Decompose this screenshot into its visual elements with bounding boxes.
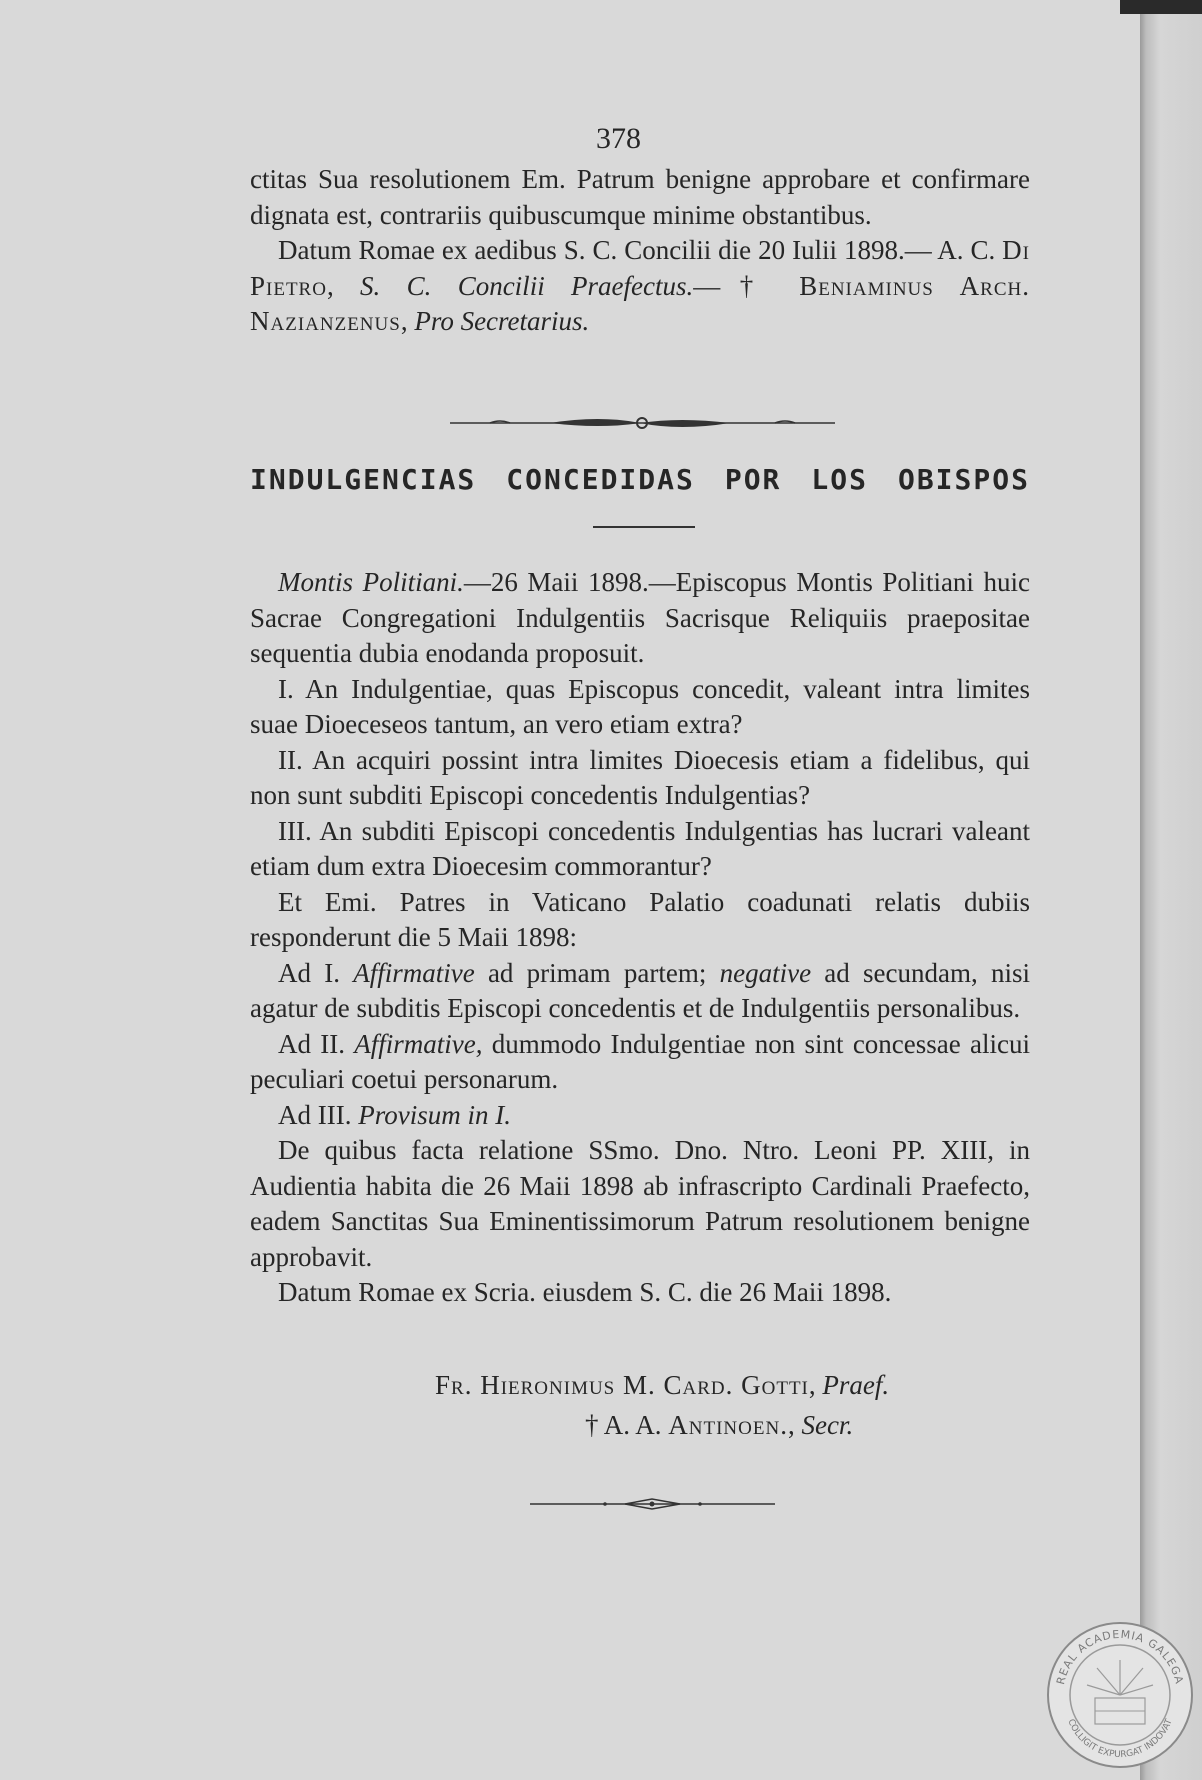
answer-text: ad primam partem; bbox=[474, 957, 720, 988]
heading-word: INDULGENCIAS bbox=[250, 463, 477, 496]
paragraph-continuation: ctitas Sua resolutionem Em. Patrum benigne approbare et confirmare dignata est, contrariis quibuscumque minime obstantibus. bbox=[250, 164, 1030, 230]
intro-text: —26 Maii 1898.—Episcopus Montis Politiani huic Sacrae Congregationi Indulgentiis Sacrisque Reliquiis praepositae sequentia dubia enodanda proposuit. bbox=[250, 567, 1030, 668]
signature-secretary bbox=[585, 1410, 853, 1441]
signatory-title: S. C. Concilii Praefectus. bbox=[360, 270, 694, 301]
paragraph-datum bbox=[250, 233, 1030, 340]
separator: , bbox=[787, 1410, 802, 1440]
page-number: 378 bbox=[596, 122, 641, 155]
ornament-divider-icon bbox=[450, 413, 835, 433]
answer-keyword: Provisum in I. bbox=[358, 1099, 511, 1130]
separator: , bbox=[400, 306, 415, 336]
answer-text: ad secundam, nisi agatur de subditis Episcopi concedentis et de Indulgentiis personalibus. bbox=[250, 957, 1030, 1023]
answer-label: Ad II. bbox=[278, 1028, 355, 1059]
paragraph-dubium-1: I. An Indulgentiae, quas Episcopus concedit, valeant intra limites suae Dioeceseos tantum, an vero etiam extra? bbox=[250, 673, 1030, 739]
paragraph-answer-1 bbox=[250, 956, 1030, 1027]
answer-label: Ad I. bbox=[278, 957, 354, 988]
paragraph-datum-2: Datum Romae ex Scria. eiusdem S. C. die 26 Maii 1898. bbox=[278, 1277, 892, 1307]
heading-rule bbox=[593, 526, 695, 528]
answer-keyword: Affirmative, bbox=[354, 1028, 483, 1059]
answer-label: Ad III. bbox=[278, 1099, 359, 1130]
secretary-title: Secr. bbox=[801, 1410, 854, 1440]
prefect-title: Praef. bbox=[822, 1370, 890, 1400]
secretary-title: Pro Secretarius. bbox=[414, 306, 590, 336]
secretary-name: Beniaminus Arch. Nazianzenus bbox=[250, 270, 1030, 336]
paragraph-dubium-2: II. An acquiri possint intra limites Dioecesis etiam a fidelibus, qui non sunt subditi Episcopi concedentis Indulgentias? bbox=[250, 744, 1030, 810]
library-seal-icon bbox=[1045, 1620, 1195, 1770]
svg-text:COLLIGIT EXPURGAT INDOVAT: COLLIGIT EXPURGAT INDOVAT bbox=[1065, 1717, 1175, 1761]
paragraph-approval: De quibus facta relatione SSmo. Dno. Ntro. Leoni PP. XIII, in Audientia habita die 26 Maii 1898 ab infrascripto Cardinali Praefecto, eadem Sanctitas Sua Eminentissimorum Patrum resolutionem benigne approbavit. bbox=[250, 1135, 1030, 1272]
book-edge bbox=[1120, 0, 1202, 14]
secretary-initials: † A. A. bbox=[585, 1410, 669, 1440]
book-spine bbox=[1140, 0, 1202, 1780]
svg-text:REAL ACADEMIA GALEGA: REAL ACADEMIA GALEGA bbox=[1054, 1627, 1186, 1686]
paragraph-dubium-3: III. An subditi Episcopi concedentis Indulgentias has lucrari valeant etiam dum extra Dioecesim commorantur? bbox=[250, 815, 1030, 881]
answer-text: dummodo Indulgentiae non sint concessae alicui peculiari coetui personarum. bbox=[250, 1028, 1030, 1094]
heading-word: POR bbox=[724, 463, 782, 496]
paragraph-intro bbox=[250, 565, 1030, 672]
datum-text: Datum Romae ex aedibus S. C. Concilii die 20 Iulii 1898.— A. C. bbox=[278, 235, 1003, 265]
answer-keyword: Affirmative bbox=[353, 957, 475, 988]
signatory-name: Di Pietro bbox=[250, 235, 1030, 301]
heading-word: OBISPOS bbox=[897, 463, 1030, 496]
section-heading bbox=[250, 463, 1030, 496]
top-text-block bbox=[250, 162, 1030, 340]
ornament-divider-icon bbox=[530, 1496, 775, 1512]
separator: , bbox=[326, 270, 361, 301]
paragraph-response-intro: Et Emi. Patres in Vaticano Palatio coadunati relatis dubiis responderunt die 5 Maii 1898: bbox=[250, 886, 1030, 952]
paragraph-answer-2 bbox=[250, 1027, 1030, 1098]
heading-word: CONCEDIDAS bbox=[506, 463, 695, 496]
secretary-name: Antinoen. bbox=[668, 1410, 788, 1440]
place-name: Montis Politiani. bbox=[278, 567, 464, 597]
heading-word: LOS bbox=[811, 463, 868, 496]
main-text-block bbox=[250, 565, 1030, 1311]
separator: , bbox=[808, 1370, 823, 1400]
separator-cross: —† bbox=[693, 270, 800, 301]
signature-prefect bbox=[435, 1370, 889, 1401]
prefect-name: Fr. Hieronimus M. Card. Gotti bbox=[435, 1370, 809, 1400]
paragraph-answer-3 bbox=[250, 1098, 1030, 1134]
answer-keyword: negative bbox=[719, 957, 812, 988]
